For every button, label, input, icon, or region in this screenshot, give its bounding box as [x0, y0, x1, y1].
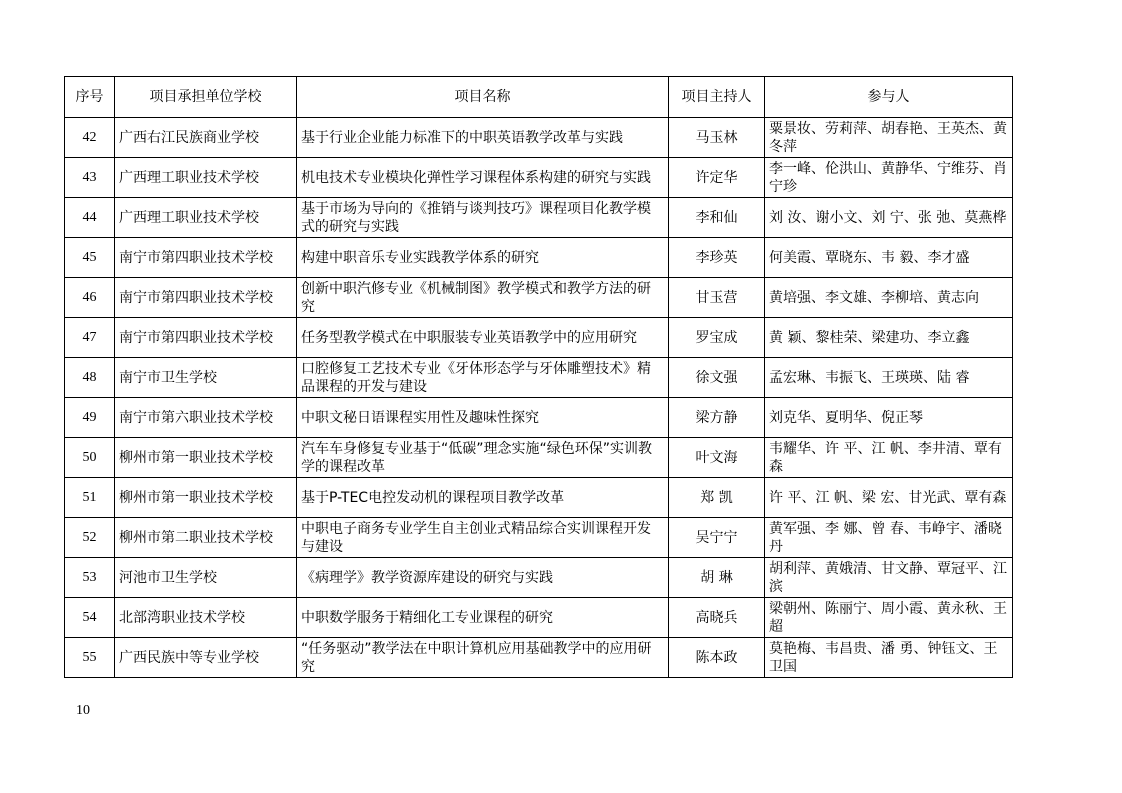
header-unit: 项目承担单位学校 — [115, 77, 297, 118]
cell-unit: 广西理工职业技术学校 — [115, 158, 297, 198]
table-row — [65, 358, 1013, 398]
cell-no: 42 — [65, 118, 115, 158]
cell-unit: 南宁市第四职业技术学校 — [115, 238, 297, 278]
cell-host: 叶文海 — [669, 438, 765, 478]
cell-no: 50 — [65, 438, 115, 478]
table-row — [65, 398, 1013, 438]
cell-project-name: 中职数学服务于精细化工专业课程的研究 — [297, 598, 669, 638]
cell-no: 47 — [65, 318, 115, 358]
cell-no: 43 — [65, 158, 115, 198]
cell-participants: 莫艳梅、韦昌贵、潘 勇、钟钰文、王卫国 — [765, 638, 1013, 678]
header-no: 序号 — [65, 77, 115, 118]
cell-participants: 孟宏琳、韦振飞、王瑛瑛、陆 睿 — [765, 358, 1013, 398]
cell-unit: 河池市卫生学校 — [115, 558, 297, 598]
cell-no: 49 — [65, 398, 115, 438]
cell-project-name: 中职文秘日语课程实用性及趣味性探究 — [297, 398, 669, 438]
cell-participants: 黄培强、李文雄、李柳培、黄志向 — [765, 278, 1013, 318]
cell-participants: 刘 汝、谢小文、刘 宁、张 弛、莫燕桦 — [765, 198, 1013, 238]
table-header-row — [65, 77, 1013, 118]
cell-no: 55 — [65, 638, 115, 678]
cell-unit: 柳州市第一职业技术学校 — [115, 478, 297, 518]
cell-project-name: 基于市场为导向的《推销与谈判技巧》课程项目化教学模式的研究与实践 — [297, 198, 669, 238]
project-table — [64, 76, 1013, 678]
cell-participants: 胡利萍、黄娥清、甘文静、覃冠平、江滨 — [765, 558, 1013, 598]
table-row — [65, 278, 1013, 318]
cell-unit: 广西右江民族商业学校 — [115, 118, 297, 158]
cell-host: 许定华 — [669, 158, 765, 198]
cell-no: 51 — [65, 478, 115, 518]
table-row — [65, 118, 1013, 158]
cell-project-name: 任务型教学模式在中职服装专业英语教学中的应用研究 — [297, 318, 669, 358]
cell-host: 梁方静 — [669, 398, 765, 438]
cell-no: 52 — [65, 518, 115, 558]
cell-unit: 广西理工职业技术学校 — [115, 198, 297, 238]
cell-unit: 南宁市第四职业技术学校 — [115, 318, 297, 358]
cell-host: 李和仙 — [669, 198, 765, 238]
cell-participants: 黄军强、李 娜、曾 春、韦峥宇、潘晓丹 — [765, 518, 1013, 558]
page-number: 10 — [76, 703, 90, 718]
table-row — [65, 478, 1013, 518]
table-row — [65, 518, 1013, 558]
cell-project-name: 中职电子商务专业学生自主创业式精品综合实训课程开发与建设 — [297, 518, 669, 558]
cell-no: 46 — [65, 278, 115, 318]
cell-unit: 南宁市第四职业技术学校 — [115, 278, 297, 318]
cell-host: 高晓兵 — [669, 598, 765, 638]
table-row — [65, 558, 1013, 598]
cell-host: 徐文强 — [669, 358, 765, 398]
cell-unit: 柳州市第一职业技术学校 — [115, 438, 297, 478]
cell-no: 53 — [65, 558, 115, 598]
cell-participants: 梁朝州、陈丽宁、周小霞、黄永秋、王 超 — [765, 598, 1013, 638]
cell-project-name: “任务驱动”教学法在中职计算机应用基础教学中的应用研究 — [297, 638, 669, 678]
cell-no: 48 — [65, 358, 115, 398]
table-row — [65, 158, 1013, 198]
cell-host: 胡 琳 — [669, 558, 765, 598]
cell-project-name: 基于行业企业能力标准下的中职英语教学改革与实践 — [297, 118, 669, 158]
table-row — [65, 598, 1013, 638]
cell-unit: 北部湾职业技术学校 — [115, 598, 297, 638]
cell-unit: 广西民族中等专业学校 — [115, 638, 297, 678]
cell-participants: 李一峰、伦洪山、黄静华、宁维芬、肖宁珍 — [765, 158, 1013, 198]
cell-unit: 柳州市第二职业技术学校 — [115, 518, 297, 558]
cell-project-name: 《病理学》教学资源库建设的研究与实践 — [297, 558, 669, 598]
table-row — [65, 318, 1013, 358]
cell-project-name: 汽车车身修复专业基于“低碳”理念实施“绿色环保”实训教学的课程改革 — [297, 438, 669, 478]
cell-host: 李珍英 — [669, 238, 765, 278]
table-row — [65, 438, 1013, 478]
cell-participants: 黄 颖、黎桂荣、梁建功、李立鑫 — [765, 318, 1013, 358]
cell-participants: 刘克华、夏明华、倪正琴 — [765, 398, 1013, 438]
header-participants: 参与人 — [765, 77, 1013, 118]
cell-participants: 许 平、江 帆、梁 宏、甘光武、覃有森 — [765, 478, 1013, 518]
table-row — [65, 238, 1013, 278]
cell-participants: 韦耀华、许 平、江 帆、李井清、覃有森 — [765, 438, 1013, 478]
cell-host: 郑 凯 — [669, 478, 765, 518]
cell-participants: 何美霞、覃晓东、韦 毅、李才盛 — [765, 238, 1013, 278]
cell-no: 44 — [65, 198, 115, 238]
table-row — [65, 198, 1013, 238]
cell-unit: 南宁市第六职业技术学校 — [115, 398, 297, 438]
cell-project-name: 机电技术专业模块化弹性学习课程体系构建的研究与实践 — [297, 158, 669, 198]
header-name: 项目名称 — [297, 77, 669, 118]
cell-host: 吴宁宁 — [669, 518, 765, 558]
cell-project-name: 构建中职音乐专业实践教学体系的研究 — [297, 238, 669, 278]
table-row — [65, 638, 1013, 678]
cell-project-name: 基于P-TEC电控发动机的课程项目教学改革 — [297, 478, 669, 518]
cell-unit: 南宁市卫生学校 — [115, 358, 297, 398]
cell-host: 马玉林 — [669, 118, 765, 158]
cell-host: 罗宝成 — [669, 318, 765, 358]
cell-project-name: 创新中职汽修专业《机械制图》教学模式和教学方法的研究 — [297, 278, 669, 318]
cell-host: 甘玉营 — [669, 278, 765, 318]
cell-no: 54 — [65, 598, 115, 638]
header-host: 项目主持人 — [669, 77, 765, 118]
cell-no: 45 — [65, 238, 115, 278]
cell-project-name: 口腔修复工艺技术专业《牙体形态学与牙体雕塑技术》精品课程的开发与建设 — [297, 358, 669, 398]
cell-participants: 粟景妆、劳莉萍、胡春艳、王英杰、黄冬萍 — [765, 118, 1013, 158]
cell-host: 陈本政 — [669, 638, 765, 678]
